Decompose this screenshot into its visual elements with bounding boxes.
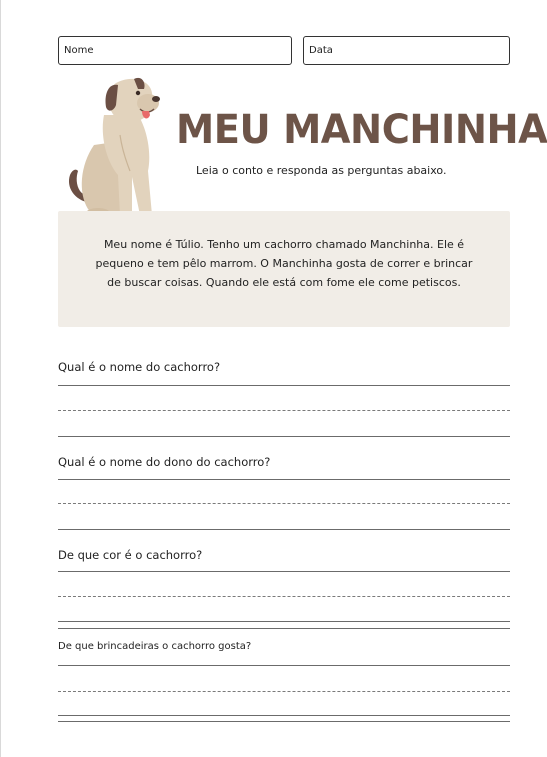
answer-line[interactable] (58, 479, 510, 480)
answer-guide-line (58, 691, 510, 692)
answer-line[interactable] (58, 628, 510, 629)
question-1: Qual é o nome do cachorro? (58, 360, 221, 374)
answer-line[interactable] (58, 529, 510, 530)
date-label: Data (309, 45, 333, 56)
page-edge (0, 0, 1, 757)
question-2: Qual é o nome do dono do cachorro? (58, 455, 271, 469)
answer-guide-line (58, 503, 510, 504)
date-field[interactable] (303, 36, 510, 65)
dog-illustration-icon (60, 75, 164, 221)
answer-line[interactable] (58, 436, 510, 437)
answer-line[interactable] (58, 715, 510, 716)
instructions: Leia o conto e responda as perguntas abaixo. (196, 164, 447, 177)
question-3: De que cor é o cachorro? (58, 548, 203, 562)
name-field[interactable] (58, 36, 292, 65)
answer-guide-line (58, 410, 510, 411)
story-box (58, 211, 510, 327)
page-title: MEU MANCHINHA (176, 107, 547, 153)
answer-line[interactable] (58, 385, 510, 386)
story-line: Meu nome é Túlio. Tenho um cachorro chamado Manchinha. Ele é (103, 238, 465, 251)
answer-line[interactable] (58, 721, 510, 722)
answer-line[interactable] (58, 665, 510, 666)
answer-line[interactable] (58, 571, 510, 572)
name-label: Nome (64, 45, 94, 56)
question-4: De que brincadeiras o cachorro gosta? (58, 641, 252, 652)
story-line: de buscar coisas. Quando ele está com fome ele come petiscos. (107, 276, 461, 289)
story-line: pequeno e tem pêlo marrom. O Manchinha gosta de correr e brincar (95, 257, 473, 270)
answer-line[interactable] (58, 621, 510, 622)
answer-guide-line (58, 596, 510, 597)
